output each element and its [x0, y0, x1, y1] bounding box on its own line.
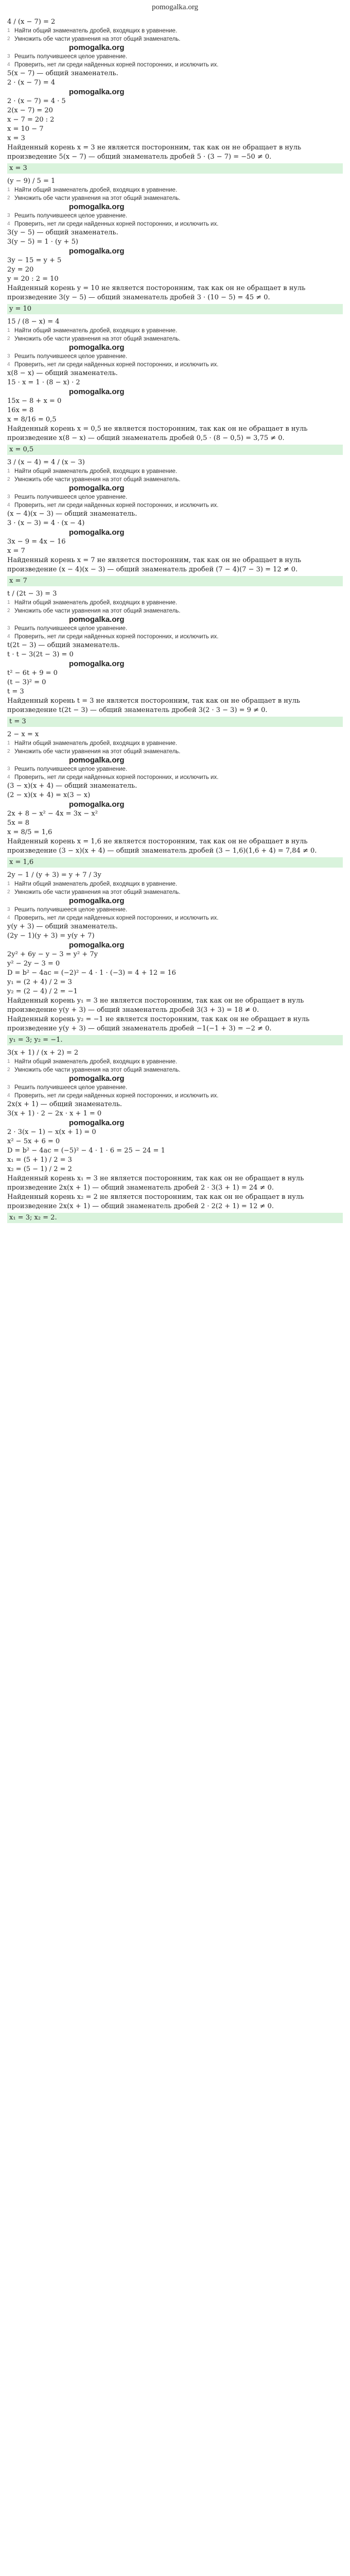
step-number: 3: [7, 353, 10, 359]
algorithm-step: [7, 1058, 343, 1066]
answer-line: t = 3: [7, 717, 343, 727]
step-number: 2: [7, 336, 10, 342]
equation-line: Найденный корень y₂ = −1 не является посторонним, так как он не обращает в нуль произведение y(y + 3) — общий знаменатель дробей −1(−1 + 3) = −2 ≠ 0.: [7, 1015, 310, 1032]
algorithm-step: [7, 888, 343, 896]
step-text: Проверить, нет ли среди найденных корней посторонних, и исключить их.: [14, 1093, 219, 1099]
step-text: Проверить, нет ли среди найденных корней посторонних, и исключить их.: [14, 502, 219, 509]
algorithm-step: [7, 61, 343, 69]
equation-line: t · t − 3(2t − 3) = 0: [7, 651, 74, 658]
step-text: Умножить обе части уравнения на этот общий знаменатель.: [14, 477, 181, 483]
step-text: Проверить, нет ли среди найденных корней посторонних, и исключить их.: [14, 915, 219, 921]
step-number: 1: [7, 468, 10, 474]
equation-line: 2x(x + 1) — общий знаменатель.: [7, 1100, 122, 1108]
watermark-text[interactable]: pomogalka.org: [69, 800, 125, 809]
problem-block: [7, 317, 343, 455]
equation-line: 2 · (x − 7) = 4: [7, 79, 55, 87]
algorithm-step: [7, 501, 343, 510]
step-text: Умножить обе части уравнения на этот общий знаменатель.: [14, 1067, 181, 1073]
watermark-row: [7, 343, 343, 352]
site-title[interactable]: pomogalka.org: [151, 3, 199, 11]
equation-line: 5x = 8: [7, 819, 30, 827]
step-number: 2: [7, 889, 10, 895]
step-number: 1: [7, 328, 10, 333]
step-number: 3: [7, 213, 10, 218]
step-number: 2: [7, 749, 10, 754]
watermark-row: [7, 941, 343, 950]
equation-line: x² − 5x + 6 = 0: [7, 1138, 60, 1145]
equation-line: 3(x + 1) / (x + 2) = 2: [7, 1049, 79, 1057]
algorithm-step: [7, 599, 343, 607]
equation-line: Найденный корень x = 7 не является посторонним, так как он не обращает в нуль произведение (x − 4)(x − 3) — общий знаменатель дробей (7 − 4)(7 − 3) = 12 ≠ 0.: [7, 556, 302, 573]
step-text: Найти общий знаменатель дробей, входящих в уравнение.: [14, 187, 178, 193]
problem-block: [7, 458, 343, 586]
step-text: Найти общий знаменатель дробей, входящих в уравнение.: [14, 28, 178, 34]
equation-line: 2 − x = x: [7, 731, 39, 738]
equation-line: 15 · x = 1 · (8 − x) · 2: [7, 379, 80, 386]
answer-line: x = 3: [7, 163, 343, 174]
watermark-text[interactable]: pomogalka.org: [69, 1118, 125, 1127]
watermark-text[interactable]: pomogalka.org: [69, 756, 125, 765]
watermark-row: [7, 247, 343, 256]
equation-line: 5(x − 7) — общий знаменатель.: [7, 70, 118, 77]
equation-line: t / (2t − 3) = 3: [7, 590, 57, 598]
problem-block: [7, 871, 343, 1045]
equation-line: x = 10 − 7: [7, 125, 44, 133]
equation-line: 2x + 8 − x² − 4x = 3x − x²: [7, 810, 98, 818]
answer-line: x = 7: [7, 576, 343, 586]
watermark-row: [7, 800, 343, 809]
step-text: Решить получившееся целое уравнение.: [14, 54, 128, 60]
watermark-row: [7, 896, 343, 906]
equation-line: (x − 4)(x − 3) — общий знаменатель.: [7, 510, 137, 518]
step-text: Умножить обе части уравнения на этот общий знаменатель.: [14, 336, 181, 342]
step-number: 1: [7, 28, 10, 33]
step-number: 1: [7, 881, 10, 887]
algorithm-step: [7, 765, 343, 773]
watermark-row: [7, 1118, 343, 1128]
step-number: 2: [7, 608, 10, 614]
equation-line: x = 3: [7, 134, 25, 142]
equation-line: Найденный корень x = 0,5 не является посторонним, так как он не обращает в нуль произведение x(8 − x) — общий знаменатель дробей 0,5 · (8 − 0,5) = 3,75 ≠ 0.: [7, 425, 308, 442]
step-text: Проверить, нет ли среди найденных корней посторонних, и исключить их.: [14, 774, 219, 781]
step-number: 3: [7, 54, 10, 59]
step-text: Найти общий знаменатель дробей, входящих в уравнение.: [14, 328, 178, 334]
watermark-text[interactable]: pomogalka.org: [69, 247, 125, 256]
equation-line: 4 / (x − 7) = 2: [7, 18, 56, 26]
equation-line: 2 · 3(x − 1) − x(x + 1) = 0: [7, 1128, 96, 1136]
step-number: 1: [7, 600, 10, 605]
algorithm-step: [7, 194, 343, 202]
algorithm-step: [7, 906, 343, 914]
equation-line: y(y + 3) — общий знаменатель.: [7, 923, 118, 930]
watermark-text[interactable]: pomogalka.org: [69, 343, 125, 352]
equation-line: Найденный корень x₂ = 2 не является посторонним, так как он не обращает в нуль произведение 2x(x + 1) — общий знаменатель дробей 2 · 2(2 + 1) = 12 ≠ 0.: [7, 1193, 304, 1210]
algorithm-step: [7, 361, 343, 369]
equation-line: Найденный корень x = 3 не является посторонним, так как он не обращает в нуль произведение 5(x − 7) — общий знаменатель дробей 5 · (3 − 7) = −50 ≠ 0.: [7, 144, 302, 161]
step-number: 4: [7, 915, 10, 921]
step-text: Решить получившееся целое уравнение.: [14, 907, 128, 913]
equation-line: t² − 6t + 9 = 0: [7, 669, 58, 677]
problem-block: [7, 177, 343, 314]
equation-line: x = 8/16 = 0,5: [7, 416, 57, 423]
step-number: 2: [7, 195, 10, 201]
watermark-text[interactable]: pomogalka.org: [69, 202, 125, 211]
equation-line: (2 − x)(x + 4) = x(3 − x): [7, 791, 91, 799]
step-text: Умножить обе части уравнения на этот общий знаменатель.: [14, 608, 181, 614]
watermark-row: [7, 387, 343, 397]
equation-line: Найденный корень t = 3 не является посторонним, так как он не обращает в нуль произведение t(2t − 3) — общий знаменатель дробей 3(2 · 3 − 3) = 9 ≠ 0.: [7, 697, 300, 714]
algorithm-step: [7, 739, 343, 748]
step-number: 3: [7, 1084, 10, 1090]
equation-line: t = 3: [7, 688, 24, 696]
algorithm-step: [7, 1092, 343, 1100]
step-text: Проверить, нет ли среди найденных корней посторонних, и исключить их.: [14, 634, 219, 640]
step-text: Проверить, нет ли среди найденных корней посторонних, и исключить их.: [14, 362, 219, 368]
step-number: 4: [7, 502, 10, 508]
answer-line: y = 10: [7, 304, 343, 314]
step-number: 4: [7, 362, 10, 367]
equation-line: t(2t − 3) — общий знаменатель.: [7, 641, 120, 649]
step-text: Решить получившееся целое уравнение.: [14, 625, 128, 632]
algorithm-step: [7, 624, 343, 633]
step-number: 1: [7, 740, 10, 746]
algorithm-step: [7, 1083, 343, 1092]
step-text: Найти общий знаменатель дробей, входящих в уравнение.: [14, 600, 178, 606]
step-text: Умножить обе части уравнения на этот общий знаменатель.: [14, 749, 181, 755]
step-number: 4: [7, 62, 10, 67]
equation-line: D = b² − 4ac = (−5)² − 4 · 1 · 6 = 25 − 24 = 1: [7, 1147, 165, 1155]
equation-line: Найденный корень x₁ = 3 не является посторонним, так как он не обращает в нуль произведение 2x(x + 1) — общий знаменатель дробей 2 · 3(3 + 1) = 24 ≠ 0.: [7, 1175, 304, 1192]
answer-line: y₁ = 3; y₂ = −1.: [7, 1035, 343, 1045]
step-text: Умножить обе части уравнения на этот общий знаменатель.: [14, 889, 181, 895]
solution-content: [7, 18, 343, 1226]
algorithm-step: [7, 53, 343, 61]
equation-line: (t − 3)² = 0: [7, 679, 46, 686]
equation-line: 2(x − 7) = 20: [7, 107, 53, 114]
equation-line: x₁ = (5 + 1) / 2 = 3: [7, 1156, 72, 1164]
watermark-row: [7, 43, 343, 53]
step-number: 3: [7, 766, 10, 772]
watermark-text[interactable]: pomogalka.org: [69, 941, 125, 950]
watermark-row: [7, 615, 343, 624]
step-text: Решить получившееся целое уравнение.: [14, 213, 128, 219]
step-text: Умножить обе части уравнения на этот общий знаменатель.: [14, 36, 181, 42]
algorithm-step: [7, 607, 343, 615]
equation-line: (3 − x)(x + 4) — общий знаменатель.: [7, 782, 137, 790]
algorithm-step: [7, 220, 343, 228]
algorithm-step: [7, 27, 343, 35]
watermark-text[interactable]: pomogalka.org: [69, 484, 125, 493]
algorithm-step: [7, 212, 343, 220]
algorithm-step: [7, 914, 343, 922]
problem-block: [7, 18, 343, 174]
watermark-row: [7, 1074, 343, 1083]
watermark-text[interactable]: pomogalka.org: [69, 88, 125, 96]
algorithm-step: [7, 35, 343, 43]
equation-line: x(8 − x) — общий знаменатель.: [7, 369, 118, 377]
step-number: 1: [7, 187, 10, 193]
step-text: Проверить, нет ли среди найденных корней посторонних, и исключить их.: [14, 62, 219, 68]
equation-line: 15x − 8 + x = 0: [7, 397, 62, 405]
algorithm-step: [7, 352, 343, 361]
page-header: [0, 0, 350, 18]
watermark-row: [7, 202, 343, 212]
watermark-row: [7, 88, 343, 97]
step-number: 2: [7, 1067, 10, 1073]
algorithm-step: [7, 493, 343, 501]
watermark-text[interactable]: pomogalka.org: [69, 615, 125, 624]
step-text: Решить получившееся целое уравнение.: [14, 1084, 128, 1091]
equation-line: y₁ = (2 + 4) / 2 = 3: [7, 978, 72, 986]
step-text: Найти общий знаменатель дробей, входящих в уравнение.: [14, 740, 178, 747]
problem-block: [7, 730, 343, 868]
step-text: Найти общий знаменатель дробей, входящих в уравнение.: [14, 468, 178, 474]
algorithm-step: [7, 1066, 343, 1074]
equation-line: (2y − 1)(y + 3) = y(y + 7): [7, 932, 95, 940]
equation-line: 3(x + 1) · 2 − 2x · x + 1 = 0: [7, 1110, 102, 1117]
algorithm-step: [7, 186, 343, 194]
problem-block: [7, 1048, 343, 1223]
answer-line: x = 0,5: [7, 445, 343, 455]
equation-line: x = 8/5 = 1,6: [7, 828, 52, 836]
equation-line: x = 7: [7, 547, 25, 555]
algorithm-step: [7, 880, 343, 888]
step-text: Проверить, нет ли среди найденных корней посторонних, и исключить их.: [14, 221, 219, 227]
algorithm-step: [7, 748, 343, 756]
equation-line: 3 · (x − 3) = 4 · (x − 4): [7, 519, 85, 527]
watermark-text[interactable]: pomogalka.org: [69, 528, 125, 537]
step-number: 4: [7, 774, 10, 780]
step-number: 3: [7, 907, 10, 912]
step-number: 3: [7, 494, 10, 500]
step-number: 2: [7, 36, 10, 42]
step-number: 4: [7, 221, 10, 227]
watermark-text[interactable]: pomogalka.org: [69, 387, 125, 396]
equation-line: 3(y − 5) = 1 · (y + 5): [7, 238, 78, 246]
equation-line: 3(y − 5) — общий знаменатель.: [7, 229, 118, 236]
step-number: 4: [7, 634, 10, 639]
algorithm-step: [7, 476, 343, 484]
equation-line: 16x = 8: [7, 406, 34, 414]
step-number: 2: [7, 477, 10, 482]
equation-line: Найденный корень x = 1,6 не является посторонним, так как он не обращает в нуль произведение (3 − x)(x + 4) — общий знаменатель дробей (3 − 1,6)(1,6 + 4) = 7,84 ≠ 0.: [7, 838, 317, 855]
step-text: Решить получившееся целое уравнение.: [14, 353, 128, 360]
watermark-text[interactable]: pomogalka.org: [69, 896, 125, 905]
equation-line: Найденный корень y = 10 не является посторонним, так как он не обращает в нуль произведение 3(y − 5) — общий знаменатель дробей 3 · (10 − 5) = 45 ≠ 0.: [7, 284, 306, 301]
step-number: 3: [7, 625, 10, 631]
algorithm-step: [7, 335, 343, 343]
algorithm-step: [7, 467, 343, 476]
watermark-row: [7, 756, 343, 765]
watermark-row: [7, 528, 343, 537]
step-text: Найти общий знаменатель дробей, входящих в уравнение.: [14, 881, 178, 887]
answer-line: x₁ = 3; x₂ = 2.: [7, 1213, 343, 1223]
step-text: Решить получившееся целое уравнение.: [14, 494, 128, 500]
step-number: 1: [7, 1059, 10, 1064]
step-text: Найти общий знаменатель дробей, входящих в уравнение.: [14, 1059, 178, 1065]
watermark-row: [7, 484, 343, 493]
step-text: Решить получившееся целое уравнение.: [14, 766, 128, 772]
equation-line: y₂ = (2 − 4) / 2 = −1: [7, 988, 78, 995]
equation-line: 3x − 9 = 4x − 16: [7, 538, 66, 546]
equation-line: 15 / (8 − x) = 4: [7, 318, 60, 326]
algorithm-step: [7, 327, 343, 335]
equation-line: y² − 2y − 3 = 0: [7, 960, 60, 968]
watermark-row: [7, 659, 343, 669]
algorithm-step: [7, 633, 343, 641]
watermark-text[interactable]: pomogalka.org: [69, 43, 125, 52]
answer-line: x = 1,6: [7, 857, 343, 868]
equation-line: (y − 9) / 5 = 1: [7, 177, 56, 185]
step-text: Умножить обе части уравнения на этот общий знаменатель.: [14, 195, 181, 201]
step-number: 4: [7, 1093, 10, 1098]
equation-line: 2y² + 6y − y − 3 = y² + 7y: [7, 951, 98, 958]
equation-line: x₂ = (5 − 1) / 2 = 2: [7, 1165, 72, 1173]
equation-line: Найденный корень y₁ = 3 не является посторонним, так как он не обращает в нуль произведение y(y + 3) — общий знаменатель дробей 3(3 + 3) = 18 ≠ 0.: [7, 997, 304, 1014]
equation-line: 3 / (x − 4) = 4 / (x − 3): [7, 459, 85, 466]
problem-block: [7, 589, 343, 727]
equation-line: D = b² − 4ac = (−2)² − 4 · 1 · (−3) = 4 + 12 = 16: [7, 969, 176, 977]
watermark-text[interactable]: pomogalka.org: [69, 659, 125, 668]
equation-line: 2 · (x − 7) = 4 · 5: [7, 97, 66, 105]
equation-line: 2y − 1 / (y + 3) = y + 7 / 3y: [7, 871, 101, 879]
equation-line: y = 20 : 2 = 10: [7, 275, 59, 283]
equation-line: x − 7 = 20 : 2: [7, 116, 55, 124]
equation-line: 2y = 20: [7, 266, 34, 274]
algorithm-step: [7, 773, 343, 782]
equation-line: 3y − 15 = y + 5: [7, 257, 62, 264]
watermark-text[interactable]: pomogalka.org: [69, 1074, 125, 1083]
